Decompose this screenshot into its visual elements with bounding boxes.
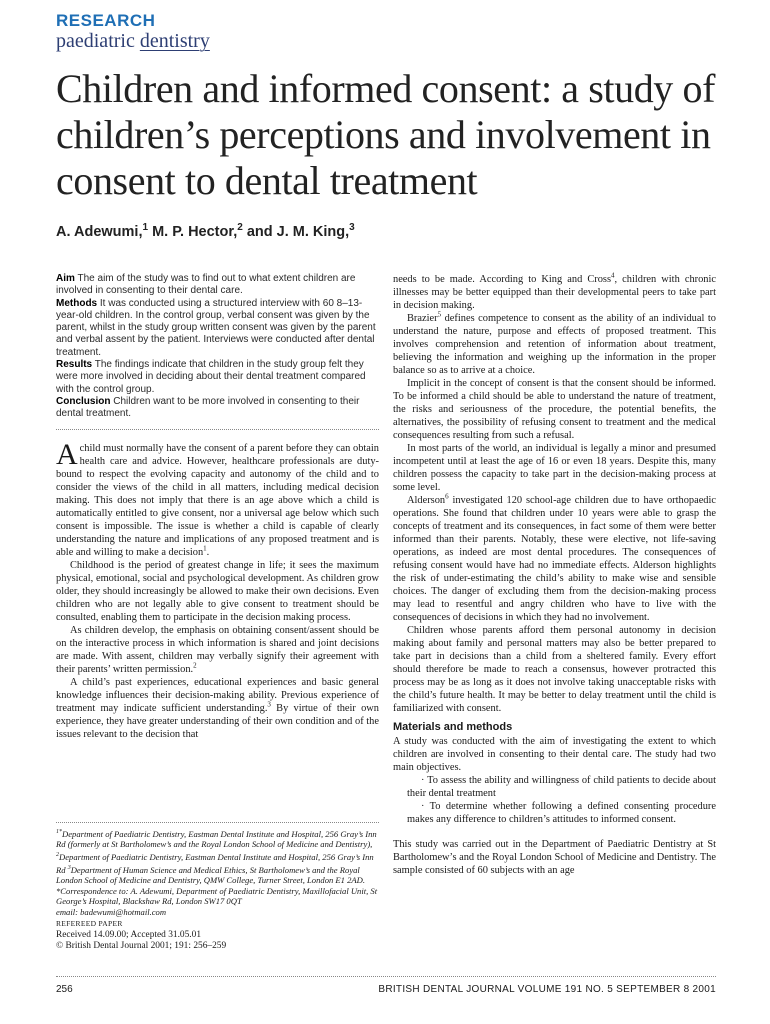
mm-paragraph-1: A study was conducted with the aim of investigating the extent to which children are involved in consenting to their dental care. The study had two main objectives. <box>393 736 716 773</box>
paragraph-1 <box>56 437 379 559</box>
right-column <box>393 273 716 877</box>
copyright: © British Dental Journal 2001; 191: 256–259 <box>56 940 227 951</box>
ref-2: 2 <box>193 661 197 670</box>
correspondence: *Correspondence to: A. Adewumi, Department of Paediatric Dentistry, Maxillofacial Unit, St George’s Hospital, Blackshaw Rd, London SW17 0QT <box>56 885 378 907</box>
abstract-conclusion-label: Conclusion <box>56 395 111 407</box>
paragraph-1-end: . <box>206 546 210 558</box>
paragraph-4-rest: By virtue of their own experience, they have greater understanding of their own condition and of the issues relevant to the decision that <box>56 702 379 740</box>
right-paragraph-1 <box>393 273 716 312</box>
abstract-aim <box>56 273 379 298</box>
affil-1: Department of Paediatric Dentistry, Eastman Dental Institute and Hospital, 256 Gray’s Inn Rd (formerly at St Bartholomew’s and the Royal London School of Medicine and Dentistry), <box>56 828 377 850</box>
abstract-conclusion-text: Children want to be more involved in consenting to their dental treatment. <box>56 395 360 420</box>
footer-divider <box>56 976 716 977</box>
objective-1: · To assess the ability and willingness of child patients to decide about their dental treatment <box>407 775 716 799</box>
author-1-affil: 1 <box>142 222 149 233</box>
affiliations <box>56 827 379 886</box>
affil-3-mark: 3 <box>67 864 71 871</box>
rp1-text: needs to be made. According to King and Cross <box>393 274 612 285</box>
affil-1-mark: 1* <box>56 829 62 835</box>
abstract-methods <box>56 298 379 359</box>
rp2-rest: defines competence to consent as the ability of an individual to understand the nature, purpose and effects of proposed treatment. This involves comprehension and retention of information about treatment, believing the information and weighing up the information in the proper balance so as to arrive at a choice. <box>393 313 716 376</box>
affil-3: Department of Human Science and Medical Ethics, St Bartholomew’s and the Royal London School of Medicine and Dentistry, QMW College, Turner Street, London E1 2AD. <box>56 864 366 885</box>
authors <box>56 222 355 240</box>
rp5-text: Alderson <box>407 495 446 506</box>
ref-4: 4 <box>611 271 615 280</box>
abstract-results-label: Results <box>56 359 93 371</box>
right-paragraph-2 <box>393 312 716 377</box>
author-3: and J. M. King, <box>242 223 350 240</box>
paragraph-2: Childhood is the period of greatest change in life; it sees the maximum physical, emotional, social and psychological development. As children grow older, they should increasingly be allowed to make their own decisions. Even children who are not legally able to give consent to treatment should be consulted, enabling them to participate in the decision making process. <box>56 559 379 623</box>
abstract-divider <box>56 429 379 430</box>
abstract-results <box>56 359 379 396</box>
section-label: RESEARCH <box>56 11 156 30</box>
journal-citation: BRITISH DENTAL JOURNAL VOLUME 191 NO. 5 SEPTEMBER 8 2001 <box>378 984 716 995</box>
affil-2: Department of Paediatric Dentistry, Eastman Dental Institute and Hospital, 256 Gray’s Inn Rd <box>56 851 374 875</box>
footnotes <box>56 822 379 951</box>
paragraph-4 <box>56 676 379 741</box>
email[interactable]: email: badewumi@hotmail.com <box>56 906 167 917</box>
right-paragraph-3: Implicit in the concept of consent is that the consent should be informed. To be informed a child should be able to understand the nature of treatment, the risks and seriousness of the procedure, the potential benefits, the alternatives, the possibility of refusing consent to treatment and the medical consequences resulting from such a refusal. <box>393 378 716 441</box>
author-3-affil: 3 <box>349 222 355 233</box>
rp5-rest: investigated 120 school-age children due to have orthopaedic operations. She found that children under 10 years were able to grasp the concepts of treatment and its consequences, in fact some of them were better informed than their parents. Notably, these were elective, not life-saving operations, as indeed are most dental procedures. The consequences of refusing consent would have had no immediate effects. Alderson highlights the risk of under-estimating the child’s ability to make wise and sensible choices. The danger of excluding them from the decision-making process may lead to resentful and angry children who have to live with the consequences of decisions in which they had no involvement. <box>393 495 716 623</box>
abstract-aim-text: The aim of the study was to find out to what extent children are involved in consenting to their dental care. <box>56 273 356 297</box>
drop-cap: A <box>56 437 78 471</box>
subject-label <box>56 30 210 52</box>
materials-methods-heading: Materials and methods <box>393 721 513 733</box>
paragraph-4-text: A child’s past experiences, educational experiences and basic general knowledge influences their decision-making ability. Previous experience of treatment may indicate sufficient understanding. <box>56 676 379 714</box>
mm-paragraph-2: This study was carried out in the Department of Paediatric Dentistry at St Bartholomew’s and the Royal London School of Medicine and Dentistry. The sample consisted of 60 subjects with an age <box>393 839 716 876</box>
abstract <box>56 273 379 421</box>
abstract-results-text: The findings indicate that children in the study group felt they were more involved in deciding about their dental treatment compared with the control group. <box>56 359 366 395</box>
ref-1: 1 <box>203 544 207 553</box>
affil-2-mark: 2 <box>56 852 59 859</box>
author-2-affil: 2 <box>237 222 243 233</box>
refereed-label: REFEREED PAPER <box>56 919 123 929</box>
article-title: Children and informed consent: a study of children’s perceptions and involvement in consent to dental treatment <box>56 66 716 203</box>
paragraph-1-text: child must normally have the consent of a parent before they can obtain health care and advice. However, healthcare professionals are duty-bound to respect the evolving capacity and autonomy of the child and to consider the views of the child in all matters, including medical decision making. This does not imply that there is an age above which a child is automatically entitled to give consent, nor a universal age below which such consent is impossible. The issue is whether a child is capable of clearly understanding the nature and implications of any proposed treatment and is able and willing to make a decision <box>56 442 379 558</box>
left-body <box>56 437 379 741</box>
ref-3: 3 <box>267 700 271 709</box>
abstract-methods-text: It was conducted using a structured interview with 60 8–13-year-old children. In the control group, verbal consent was given by the parent, whilst in the study group written consent was given by the parent and verbal assent by the patient. Interviews were conducted after dental treatment. <box>56 297 376 358</box>
left-column <box>56 273 379 741</box>
right-paragraph-5 <box>393 494 716 624</box>
author-1: A. Adewumi, <box>56 223 143 240</box>
paragraph-3-text: As children develop, the emphasis on obtaining consent/assent should be on the interactive process in which information is shared and joint decisions are made. With assent, children may verbally signify their agreement with their parents’ written permission. <box>56 624 379 675</box>
ref-6: 6 <box>445 492 449 501</box>
received-dates: Received 14.09.00; Accepted 31.05.01 <box>56 929 202 940</box>
abstract-aim-label: Aim <box>56 273 75 284</box>
subject-word-1: paediatric <box>56 30 135 52</box>
paragraph-3 <box>56 624 379 676</box>
right-paragraph-4: In most parts of the world, an individual is legally a minor and presumed incompetent until at least the age of 16 or even 18 years. Despite this, many children possess the capacity to take part in the decision-making process at some level. <box>393 443 716 493</box>
rp1-rest: , children with chronic illnesses may be better equipped than their developmental peers to take part in decision making. <box>393 274 716 311</box>
abstract-conclusion <box>56 396 379 421</box>
author-2: M. P. Hector, <box>148 223 238 240</box>
abstract-methods-label: Methods <box>56 297 98 309</box>
subject-word-2: dentistry <box>139 30 210 52</box>
objective-2: · To determine whether following a defined consenting procedure makes any difference to children’s attitudes to informed consent. <box>407 801 716 825</box>
page-number: 256 <box>56 984 73 995</box>
rp2-text: Brazier <box>407 313 438 324</box>
right-paragraph-6: Children whose parents afford them personal autonomy in decision making about family and personal matters may also be better prepared to take part in decisions than a child from a sheltered family. Every effort should therefore be made to reach a consensus, however protracted this process may be as long as it does not involve taking unacceptable risks with the child’s future health. It may be better to delay treatment until the child is familiarized with consent. <box>393 625 716 714</box>
ref-5: 5 <box>437 310 442 319</box>
